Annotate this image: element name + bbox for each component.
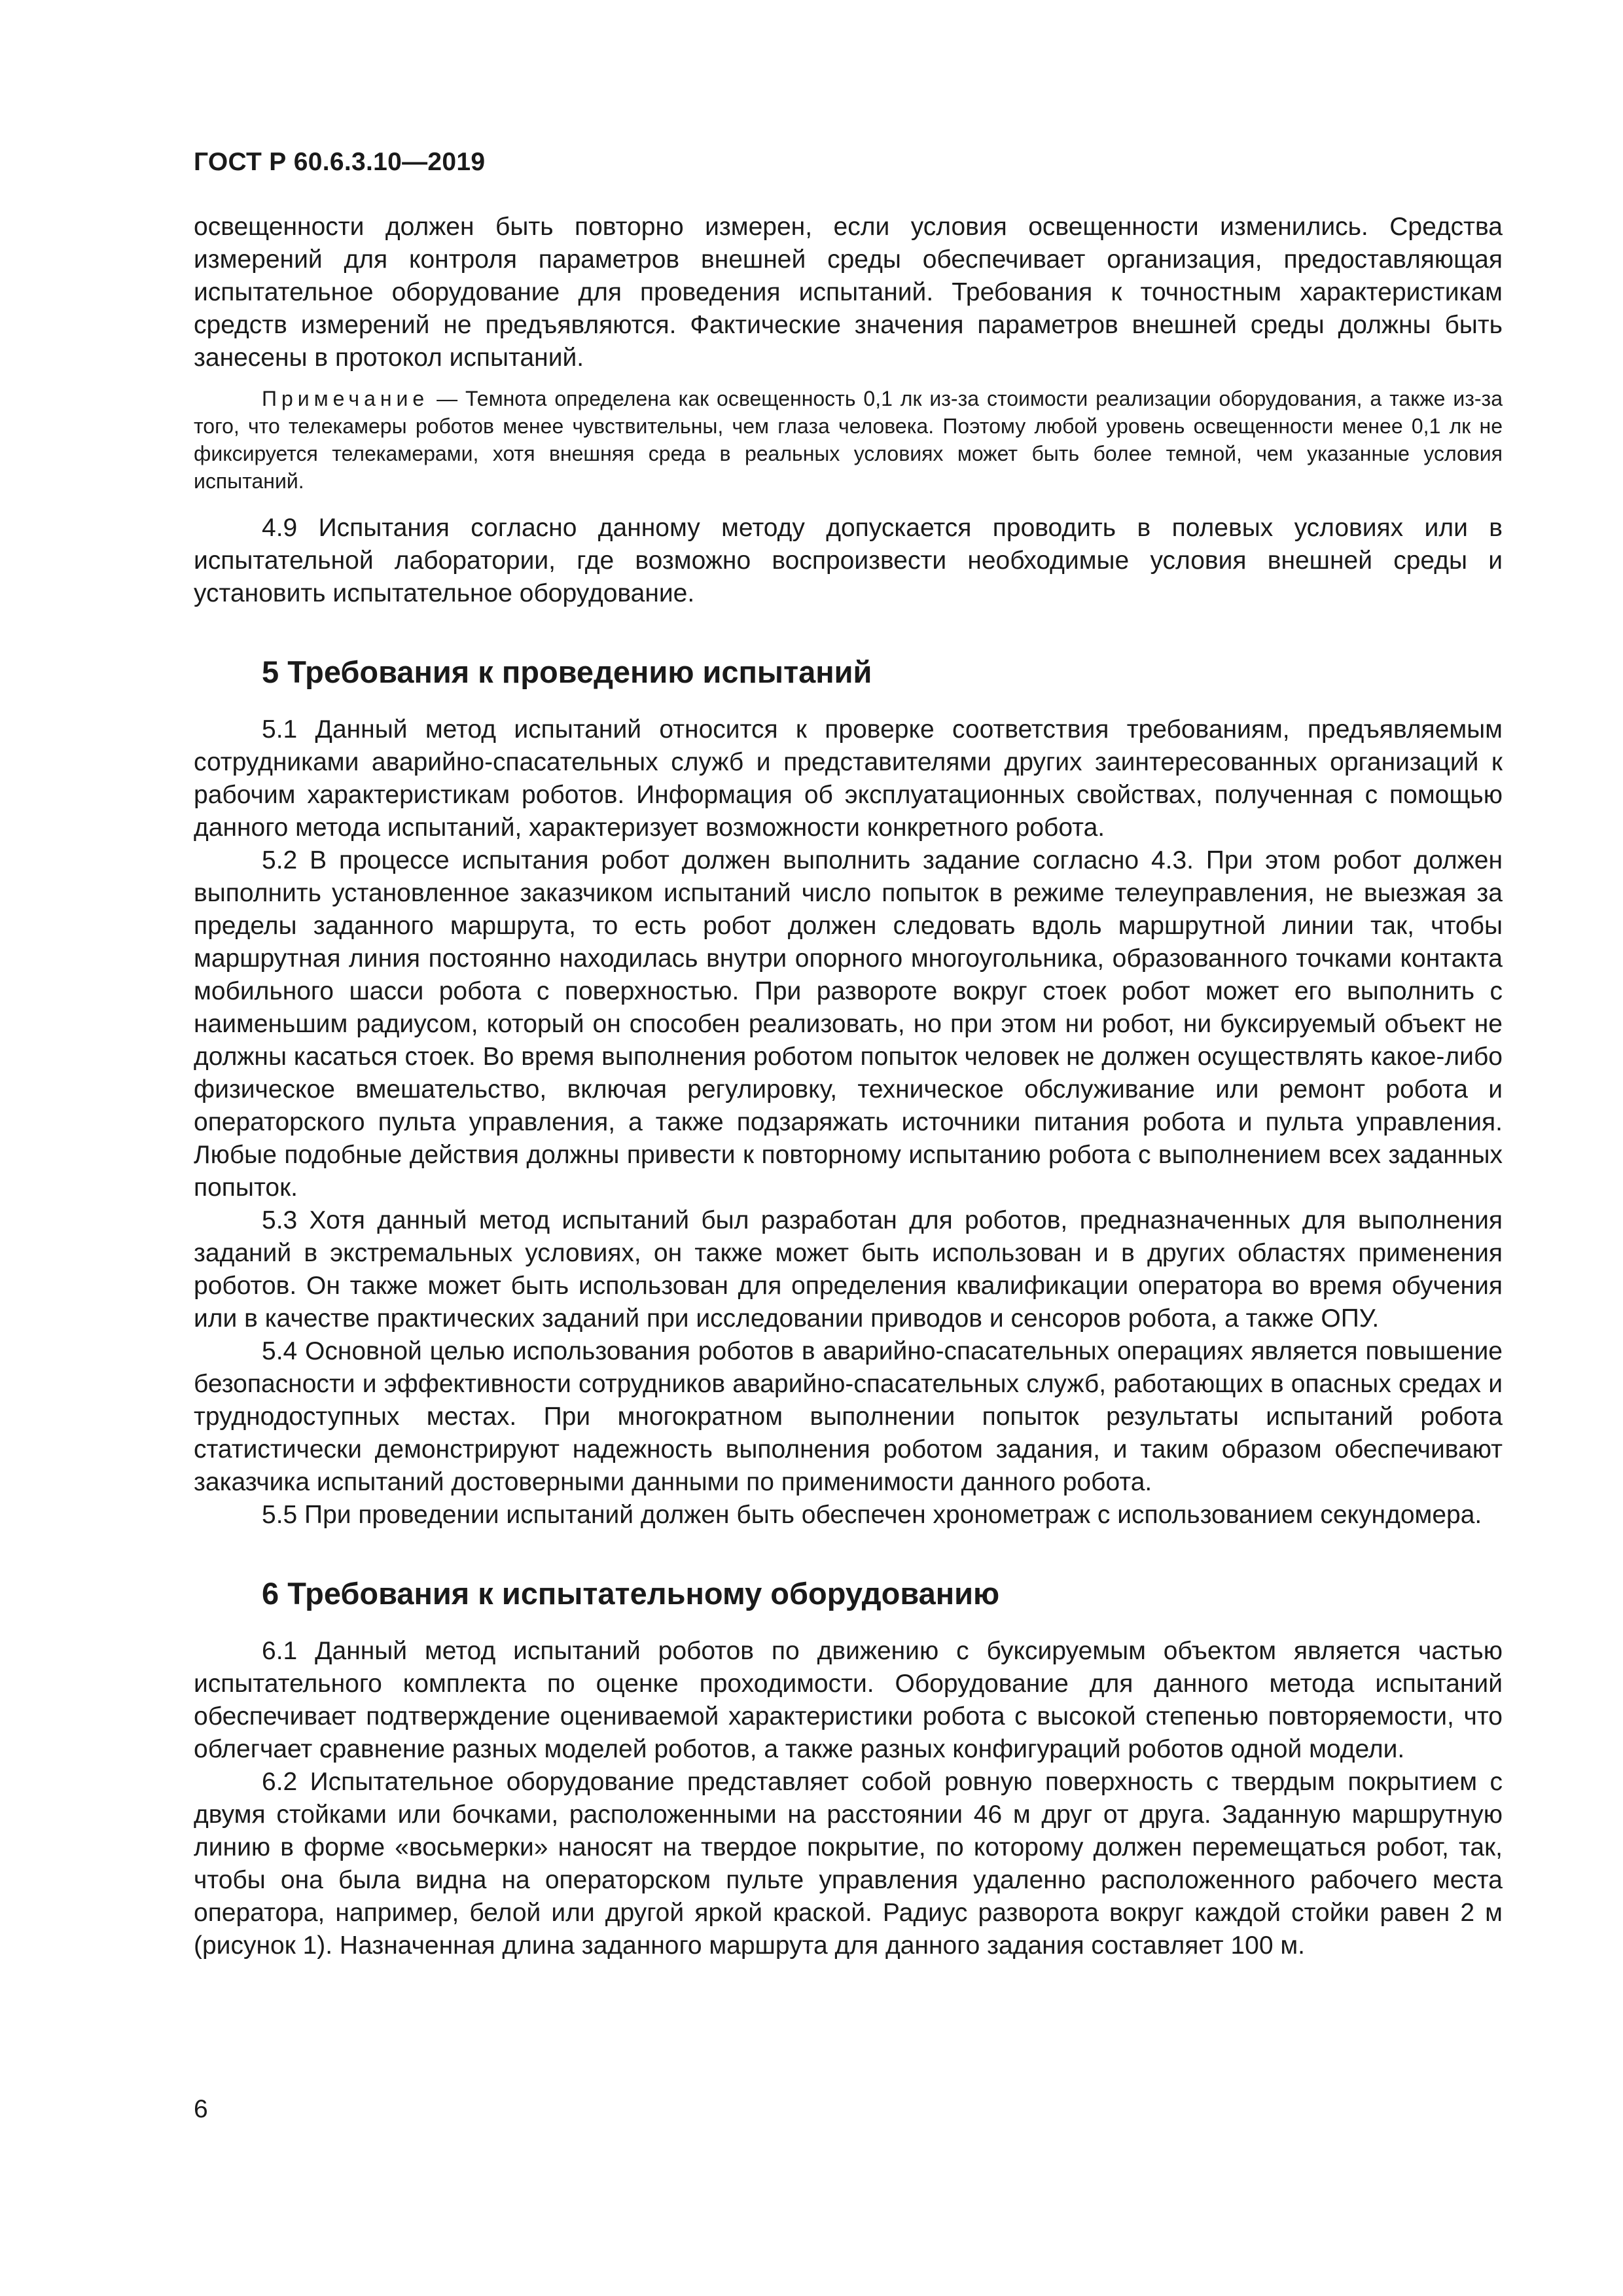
document-page [194, 148, 1503, 1962]
paragraph-5-3: 5.3 Хотя данный метод испытаний был разработан для роботов, предназначенных для выполнения заданий в экстремальных условиях, он также может быть использован и в других областях применения роботов. Он также может быть использован для определения квалификации оператора во время обучения или в качестве практических заданий при исследовании приводов и сенсоров робота, а также ОПУ. [194, 1206, 1503, 1333]
note-label: Примечание [262, 387, 429, 410]
paragraph-6-1: 6.1 Данный метод испытаний роботов по движению с буксируемым объектом является частью испытательного комплекта по оценке проходимости. Оборудование для данного метода испытаний обеспечивает подтверждение оцениваемой характеристики робота с высокой степенью повторяемости, что облегчает сравнение разных моделей роботов, а также разных конфигураций роботов одной модели. [194, 1637, 1503, 1763]
document-code-header: ГОСТ Р 60.6.3.10—2019 [194, 148, 486, 176]
paragraph-5-4: 5.4 Основной целью использования роботов в аварийно-спасательных операциях является повышение безопасности и эффективности сотрудников аварийно-спасательных служб, работающих в опасных средах и труднодоступных местах. При многократном выполнении попыток результаты испытаний робота статистически демонстрируют надежность выполнения роботом задания, и таким образом обеспечивают заказчика испытаний достоверными данными по применимости данного робота. [194, 1337, 1503, 1496]
section-6-heading: 6 Требования к испытательному оборудованию [262, 1576, 1000, 1611]
paragraph-continuation: освещенности должен быть повторно измерен, если условия освещенности изменились. Средства измерений для контроля параметров внешней среды обеспечивает организация, предоставляющая испытательное оборудование для проведения испытаний. Требования к точностным характеристикам средств измерений не предъявляются. Фактические значения параметров внешней среды должны быть занесены в протокол испытаний. [194, 213, 1503, 372]
note-block [194, 385, 1503, 495]
note-text: — Темнота определена как освещенность 0,1 лк из-за стоимости реализации оборудования, а также из-за того, что телекамеры роботов менее чувствительны, чем глаза человека. Поэтому любой уровень освещенности менее 0,1 лк не фиксируется телекамерами, хотя внешняя среда в реальных условиях может быть более темной, чем указанные условия испытаний. [194, 387, 1503, 493]
paragraph-6-2: 6.2 Испытательное оборудование представляет собой ровную поверхность с твердым покрытием с двумя стойками или бочками, расположенными на расстоянии 46 м друг от друга. Заданную маршрутную линию в форме «восьмерки» наносят на твердое покрытие, по которому должен перемещаться робот, так, чтобы она была видна на операторском пульте управления удаленно расположенного рабочего места оператора, например, белой или другой яркой краской. Радиус разворота вокруг каждой стойки равен 2 м (рисунок 1). Назначенная длина заданного маршрута для данного задания составляет 100 м. [194, 1768, 1503, 1960]
paragraph-4-9: 4.9 Испытания согласно данному методу допускается проводить в полевых условиях или в испытательной лаборатории, где возможно воспроизвести необходимые условия внешней среды и установить испытательное оборудование. [194, 514, 1503, 607]
page-number: 6 [194, 2095, 208, 2123]
paragraph-5-5: 5.5 При проведении испытаний должен быть обеспечен хронометраж с использованием секундомера. [262, 1501, 1482, 1529]
paragraph-5-1: 5.1 Данный метод испытаний относится к проверке соответствия требованиям, предъявляемым сотрудниками аварийно-спасательных служб и представителями других заинтересованных организаций к рабочим характеристикам роботов. Информация об эксплуатационных свойствах, полученная с помощью данного метода испытаний, характеризует возможности конкретного робота. [194, 715, 1503, 842]
section-5-heading: 5 Требования к проведению испытаний [262, 655, 872, 689]
paragraph-5-2: 5.2 В процессе испытания робот должен выполнить задание согласно 4.3. При этом робот должен выполнить установленное заказчиком испытаний число попыток в режиме телеуправления, не выезжая за пределы заданного маршрута, то есть робот должен следовать вдоль маршрутной линии так, чтобы маршрутная линия постоянно находилась внутри опорного многоугольника, образованного точками контакта мобильного шасси робота с поверхностью. При развороте вокруг стоек робот может его выполнить с наименьшим радиусом, который он способен реализовать, но при этом ни робот, ни буксируемый объект не должны касаться стоек. Во время выполнения роботом попыток человек не должен осуществлять какое-либо физическое вмешательство, включая регулировку, техническое обслуживание или ремонт робота и операторского пульта управления, а также подзаряжать источники питания робота и пульта управления. Любые подобные действия должны привести к повторному испытанию робота с выполнением всех заданных попыток. [194, 846, 1503, 1202]
